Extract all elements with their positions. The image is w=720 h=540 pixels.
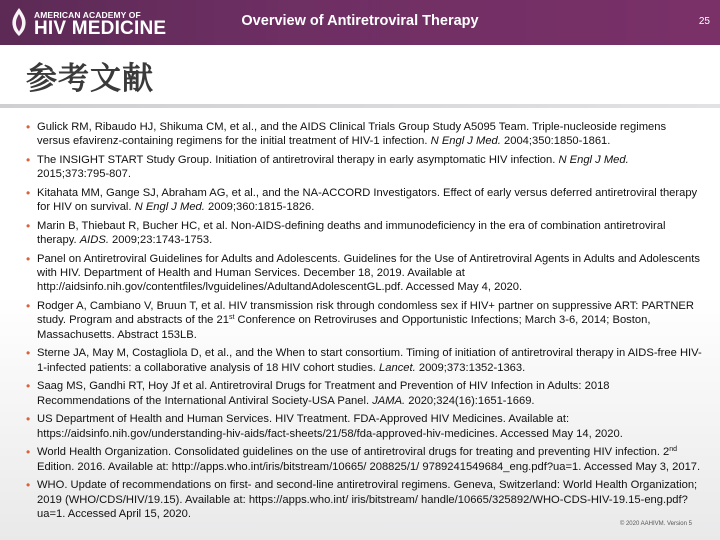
reference-text: Sterne JA, May M, Costagliola D, et al., and the When to start consortium. Timing of initiation of antiretroviral therapy in AIDS-free HIV-1-infected patients: a collaborative analysis of 18 HIV cohort studies. bbox=[37, 347, 702, 374]
reference-text: World Health Organization. Consolidated guidelines on the use of antiretroviral drugs for treating and preventing HIV infection. 2 bbox=[37, 446, 670, 459]
reference-item bbox=[26, 299, 702, 342]
reference-text: Conference on Retroviruses and Opportunistic Infections; March 3-6, 2014; Boston, Massachusetts. Abstract 153LB. bbox=[37, 314, 651, 341]
reference-text: 2009;23:1743-1753. bbox=[108, 234, 213, 247]
reference-text: 2020;324(16):1651-1669. bbox=[405, 394, 535, 407]
reference-list bbox=[26, 120, 702, 526]
reference-text: Gulick RM, Ribaudo HJ, Shikuma CM, et al., and the AIDS Clinical Trials Group Study A5095 Team. Triple-nucleoside regimens versus efavirenz-containing regimens for the initial treatment of HIV-1 infection. bbox=[37, 121, 667, 148]
logo-line2: HIV MEDICINE bbox=[34, 18, 167, 39]
reference-text: 2004;350:1850-1861. bbox=[500, 135, 611, 148]
reference-superscript: nd bbox=[669, 446, 678, 454]
reference-journal: N Engl J Med. bbox=[558, 154, 629, 166]
reference-item bbox=[26, 346, 702, 374]
reference-text: 2009;373:1352-1363. bbox=[415, 361, 526, 374]
slide-title: Overview of Antiretroviral Therapy bbox=[241, 13, 479, 29]
reference-text: US Department of Health and Human Services. HIV Treatment. FDA-Approved HIV Medicines. Available at: https://aidsinfo.nih.gov/understanding-hiv-aids/fact-sheets/21/58/fda-approved-hiv-medicines. Accessed May 14, 2020. bbox=[37, 413, 623, 440]
reference-text: Rodger A, Cambiano V, Bruun T, et al. HIV transmission risk through condomless sex if HIV+ partner on suppressive ART: PARTNER study. Program and abstracts of the 21 bbox=[37, 300, 694, 327]
reference-text: WHO. Update of recommendations on first- and second-line antiretroviral regimens. Geneva, Switzerland: World Health Organization; 2019 (WHO/CDS/HIV/19.15). Available at: https://apps.who.int/ iris/bitstream/ handle/10665/325892/WHO-CDS-HIV-19.15-eng.pdf?ua=1. Accessed April 15, 2020. bbox=[37, 479, 698, 520]
page-number: 25 bbox=[698, 16, 710, 27]
logo-line1: AMERICAN ACADEMY OF bbox=[34, 10, 141, 20]
reference-item bbox=[26, 412, 702, 440]
reference-item bbox=[26, 120, 702, 148]
reference-item bbox=[26, 186, 702, 214]
reference-superscript: st bbox=[228, 314, 235, 322]
reference-item bbox=[26, 252, 702, 295]
reference-journal: Lancet. bbox=[379, 361, 416, 374]
copyright-footer: © 2020 AAHIVM. Version 5 bbox=[619, 521, 692, 527]
reference-item bbox=[26, 445, 702, 473]
heading-divider bbox=[0, 104, 720, 108]
reference-journal: AIDS. bbox=[79, 234, 109, 247]
reference-item bbox=[26, 219, 702, 247]
page-heading: 参考文献 bbox=[26, 61, 154, 97]
reference-item bbox=[26, 478, 702, 521]
reference-item bbox=[26, 379, 702, 407]
reference-text: Edition. 2016. Available at: http://apps.who.int/iris/bitstream/10665/ 208825/1/ 9789241549684_eng.pdf?ua=1. Accessed May 3, 2017. bbox=[37, 460, 701, 473]
reference-journal: N Engl J Med. bbox=[134, 201, 205, 214]
reference-text: Kitahata MM, Gange SJ, Abraham AG, et al., and the NA-ACCORD Investigators. Effect of early versus deferred antiretroviral therapy for HIV on survival. bbox=[37, 187, 698, 214]
reference-text: Marin B, Thiebaut R, Bucher HC, et al. Non-AIDS-defining deaths and immunodeficiency in the era of combination antiretroviral therapy. bbox=[37, 220, 666, 247]
header-bar bbox=[0, 0, 720, 45]
reference-text: Saag MS, Gandhi RT, Hoy Jf et al. Antiretroviral Drugs for Treatment and Prevention of HIV Infection in Adults: 2018 Recommendations of the International Antiviral Society-USA Panel. bbox=[37, 380, 610, 407]
reference-text: Panel on Antiretroviral Guidelines for Adults and Adolescents. Guidelines for the Use of Antiretroviral Agents in Adults and Adolescents with HIV. Department of Health and Human Services. December 18, 2019. Available at http://aidsinfo.nih.gov/contentfiles/lvguidelines/AdultandAdolescentGL.pdf. Accessed May 4, 2020. bbox=[37, 253, 700, 294]
reference-item bbox=[26, 153, 702, 181]
reference-text: 2009;360:1815-1826. bbox=[204, 201, 315, 214]
reference-text: 2015;373:795-807. bbox=[37, 168, 131, 181]
reference-journal: JAMA. bbox=[372, 394, 406, 407]
reference-journal: N Engl J Med. bbox=[430, 135, 501, 148]
reference-text: The INSIGHT START Study Group. Initiation of antiretroviral therapy in early asymptomatic HIV infection. bbox=[37, 154, 559, 166]
